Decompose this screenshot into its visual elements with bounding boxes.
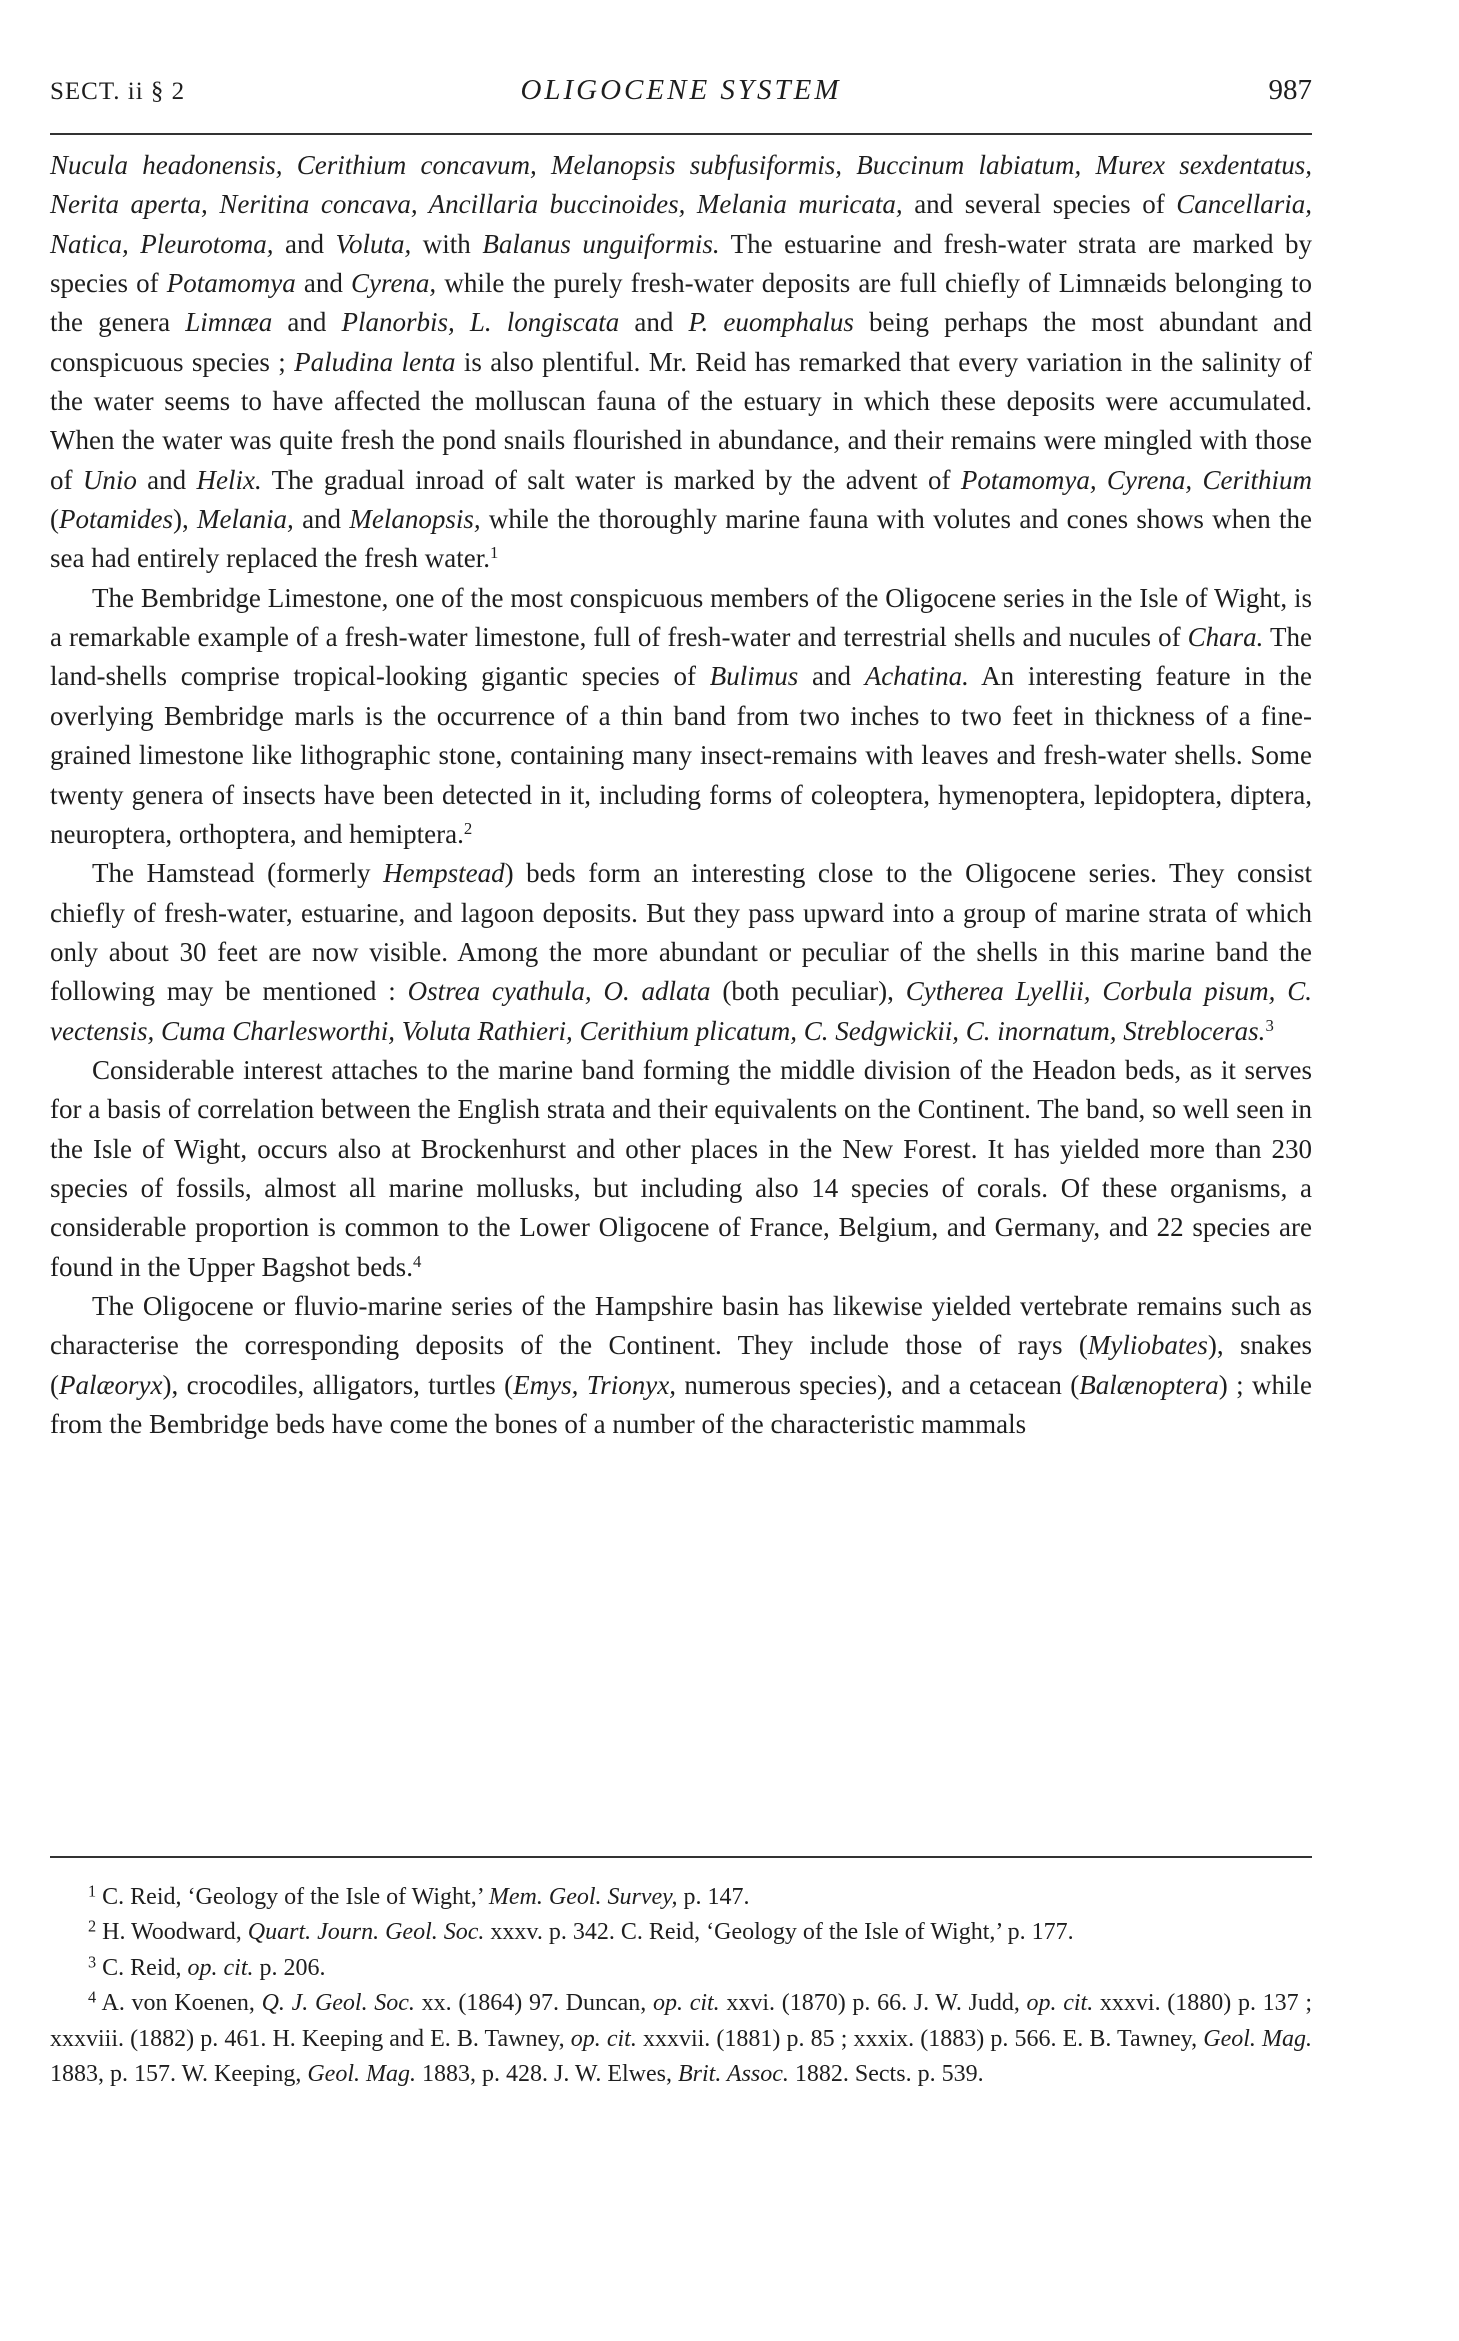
italic-run: op. cit. (187, 1954, 254, 1981)
italic-run: Geol. Mag. (1203, 2025, 1313, 2052)
text-run: xxvi. (1870) p. 66. J. W. Judd, (719, 1990, 1027, 2017)
footnote-marker: 2 (88, 1917, 97, 1937)
text-run: and (293, 504, 350, 535)
text-run: numerous species), and a cetacean ( (675, 1369, 1080, 1400)
text-run: ( (50, 504, 59, 535)
paragraph (50, 146, 1312, 579)
italic-run: Hempstead (383, 858, 505, 889)
italic-run: Melania, (197, 504, 294, 535)
main-text (50, 146, 1312, 1444)
footnote (50, 1915, 1312, 1950)
text-run: is also plentiful. Mr. Reid has remarked that every variation in the salinity of the water seems to have affected the molluscan fauna of the estuary in which these deposits were accumulated. When the water was quite fresh the pond snails flourished in abundance, and their remains were mingled with those of (50, 346, 1313, 495)
italic-run: Chara. (1187, 622, 1264, 653)
text-run: while the thoroughly marine fauna with volutes and cones shows when the sea had entirely replaced the fresh water. (50, 504, 1312, 574)
text-run: ), snakes ( (50, 1330, 1312, 1400)
italic-run: op. cit. (570, 2025, 637, 2052)
text-run: ) ; while from the Bembridge beds have come the bones of a number of the characteristic mammals (50, 1369, 1312, 1439)
italic-run: Balænoptera (1079, 1369, 1219, 1400)
header-rule (50, 133, 1312, 135)
italic-run: Myliobates (1087, 1330, 1208, 1361)
text-run: A. von Koenen, (101, 1990, 262, 2017)
text-run: The Bembridge Limestone, one of the most conspicuous members of the Oligocene series in the Isle of Wight, is a remarkable example of a fresh-water limestone, full of fresh-water and terrestrial shells and nucules of (50, 582, 1312, 653)
footnote-ref: 3 (1265, 1015, 1274, 1035)
footnote (50, 1880, 1312, 1915)
footnote-ref: 2 (463, 818, 473, 838)
text-run: The land-shells comprise tropical-looking gigantic species of (50, 622, 1312, 692)
running-title: OLIGOCENE SYSTEM (520, 74, 842, 106)
section-label: SECT. ii § 2 (50, 78, 186, 105)
footnotes (50, 1880, 1312, 2092)
page-number: 987 (1268, 74, 1312, 106)
italic-run: Paludina lenta (294, 346, 456, 377)
italic-run: Emys, Trionyx, (513, 1369, 676, 1400)
footnote-ref: 1 (490, 543, 499, 563)
italic-run: Voluta, (335, 228, 412, 259)
paragraph (50, 579, 1312, 854)
footnote-marker: 1 (88, 1881, 97, 1901)
text-run: The gradual inroad of salt water is marked by the advent of (261, 464, 961, 495)
text-run: and several species of (902, 189, 1177, 220)
text-run: and (136, 464, 197, 495)
paragraph (50, 1287, 1312, 1444)
text-run: and (295, 268, 351, 299)
italic-run: Cytherea Lyellii, Corbula pisum, C. vectensis, Cuma Charlesworthi, Voluta Rathieri, Cerithium plicatum, C. Sedgwickii, C. inornatum, Strebloceras. (50, 976, 1313, 1046)
italic-run: Ostrea cyathula, O. adlata (407, 976, 711, 1007)
italic-run: Q. J. Geol. Soc. (261, 1990, 415, 2017)
text-run: C. Reid, ‘Geology of the Isle of Wight,’ (102, 1884, 489, 1910)
paragraph (50, 854, 1312, 1051)
italic-run: Balanus unguiformis. (482, 228, 720, 259)
text-run: and (619, 307, 689, 338)
text-run: 1882. Sects. p. 539. (788, 2061, 984, 2088)
italic-run: Mem. Geol. Survey, (488, 1884, 678, 1910)
italic-run: Brit. Assoc. (678, 2061, 789, 2088)
text-run: xx. (1864) 97. Duncan, (414, 1990, 653, 2017)
text-run: ), (173, 504, 198, 535)
text-run: Considerable interest attaches to the marine band forming the middle division of the Headon beds, as it serves for a basis of correlation between the English strata and their equivalents on the Continent. The band, so well seen in the Isle of Wight, occurs also at Brockenhurst and other places in the New Forest. It has yielded more than 230 species of fossils, almost all marine mollusks, but including also 14 species of corals. Of these organisms, a considerable proportion is common to the Lower Oligocene of France, Belgium, and Germany, and 22 species are found in the Upper Bagshot beds. (50, 1054, 1312, 1282)
text-run: The Hamstead (formerly (92, 858, 384, 889)
text-run: and (272, 307, 342, 338)
italic-run: Bulimus (709, 661, 799, 692)
italic-run: Palæoryx (59, 1369, 163, 1400)
text-run: p. 147. (677, 1884, 750, 1910)
footnote-ref: 4 (412, 1251, 422, 1271)
italic-run: Potamides (59, 504, 173, 535)
text-run: (both peculiar), (710, 976, 906, 1007)
running-header (50, 74, 1312, 114)
italic-run: op. cit. (653, 1990, 720, 2017)
italic-run: Achatina. (864, 661, 969, 692)
italic-run: Helix. (196, 464, 262, 495)
text-run: An interesting feature in the overlying Bembridge marls is the occurrence of a thin band from two inches to two feet in thickness of a fine-grained limestone like lithographic stone, containing many insect-remains with leaves and fresh-water shells. Some twenty genera of insects have been detected in it, including forms of coleoptera, hymenoptera, lepidoptera, diptera, neuroptera, orthoptera, and hemiptera. (50, 661, 1313, 849)
text-run: C. Reid, (102, 1954, 188, 1981)
italic-run: Planorbis, L. longiscata (341, 307, 620, 338)
italic-run: P. euomphalus (688, 307, 854, 338)
italic-run: Melanopsis, (349, 504, 481, 535)
text-run: 1883, p. 157. W. Keeping, (50, 2061, 308, 2088)
footnote-marker: 4 (88, 1987, 97, 2007)
text-run: xxxv. p. 342. C. Reid, ‘Geology of the Isle of Wight,’ p. 177. (484, 1919, 1074, 1946)
text-run: ), crocodiles, alligators, turtles ( (162, 1369, 514, 1400)
italic-run: Cyrena, (350, 268, 437, 299)
italic-run: op. cit. (1026, 1990, 1094, 2017)
text-run: 1883, p. 428. J. W. Elwes, (415, 2061, 678, 2088)
footnote (50, 1986, 1312, 2092)
text-run: being perhaps the most abundant and conspicuous species ; (50, 307, 1313, 377)
italic-run: Potamomya, Cyrena, Cerithium (960, 464, 1312, 495)
text-run: while the purely fresh-water deposits are full chiefly of Limnæids belonging to the genera (50, 268, 1313, 338)
footnote-marker: 3 (88, 1952, 97, 1972)
italic-run: Potamomya (166, 268, 296, 299)
text-run: and (273, 228, 336, 259)
footnote (50, 1951, 1312, 1986)
text-run: and (798, 661, 865, 692)
paragraph (50, 1051, 1312, 1287)
text-run: H. Woodward, (102, 1919, 248, 1946)
italic-run: Nucula headonensis, Cerithium concavum, Melanopsis subfusiformis, Buccinum labiatum, Murex sexdentatus, Nerita aperta, Neritina concava, Ancillaria buccinoides, Melania muricata, (50, 150, 1312, 220)
italic-run: Unio (82, 464, 137, 495)
italic-run: Geol. Mag. (307, 2061, 416, 2088)
italic-run: Quart. Journ. Geol. Soc. (247, 1919, 485, 1946)
italic-run: Limnæa (185, 307, 273, 338)
text-run: The Oligocene or fluvio-marine series of the Hampshire basin has likewise yielded vertebrate remains such as characterise the corresponding deposits of the Continent. They include those of rays ( (50, 1290, 1312, 1361)
text-run: xxxvii. (1881) p. 85 ; xxxix. (1883) p. 566. E. B. Tawney, (636, 2025, 1204, 2052)
text-run: xxxvi. (1880) p. 137 ; xxxviii. (1882) p. 461. H. Keeping and E. B. Tawney, (50, 1990, 1312, 2052)
text-run: The estuarine and fresh-water strata are marked by species of (50, 228, 1312, 299)
italic-run: Cancellaria, Natica, Pleurotoma, (50, 189, 1312, 259)
footnote-rule (50, 1856, 1312, 1858)
text-run: with (411, 228, 483, 259)
text-run: ) beds form an interesting close to the Oligocene series. They consist chiefly of fresh-water, estuarine, and lagoon deposits. But they pass upward into a group of marine strata of which only about 30 feet are now visible. Among the more abundant or peculiar of the shells in this marine band the following may be mentioned : (50, 858, 1312, 1007)
text-run: p. 206. (253, 1954, 326, 1981)
